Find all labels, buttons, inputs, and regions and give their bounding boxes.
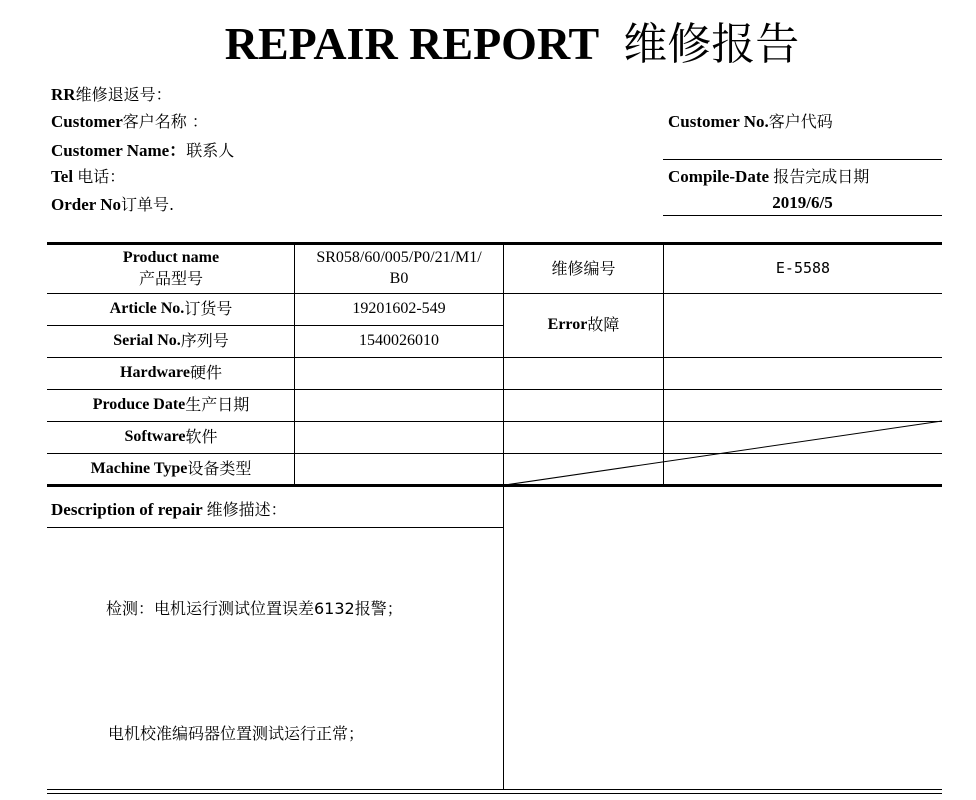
bottom-border-double (47, 793, 942, 794)
article-no-value: 19201602-549 (352, 300, 446, 318)
rr-field: RR维修退返号： (51, 85, 172, 104)
tel-field: Tel 电话： (51, 167, 126, 186)
compile-date-value: 2019/6/5 (772, 193, 833, 212)
order-no-field: Order No订单号. (51, 195, 175, 214)
hardware-label: Hardware 硬件 (120, 363, 222, 383)
bottom-border (47, 789, 942, 790)
customer-field: Customer客户名称 ： (51, 112, 208, 131)
customer-no-field: Customer No.客户代码 (668, 112, 833, 131)
product-name-value: SR058/60/005/P0/21/M1/ B0 (316, 249, 482, 287)
description-label: Description of repair 维修描述： (51, 500, 287, 519)
customer-name-field: Customer Name：联系人 (51, 141, 235, 160)
repair-no-label: 维修编号 (551, 258, 616, 278)
compile-date-field: Compile-Date 报告完成日期 (668, 167, 870, 186)
report-title-zh: 维修报告 (623, 19, 800, 70)
machine-type-label: Machine Type 设备类型 (90, 458, 252, 478)
description-label-underline (47, 527, 503, 528)
description-line-1: 检测：电机运行测试位置误差6132报警； (106, 599, 403, 618)
product-name-label: Product name 产品型号 (122, 249, 220, 288)
repair-no-value: E-5588 (775, 259, 831, 278)
report-title-en: REPAIR REPORT (224, 18, 600, 69)
serial-no-value: 1540026010 (359, 332, 439, 350)
article-no-label: Article No. 订货号 (109, 299, 233, 319)
serial-no-label: Serial No. 序列号 (113, 331, 229, 351)
software-label: Software 软件 (124, 427, 218, 447)
produce-date-label: Produce Date 生产日期 (92, 395, 250, 415)
error-label: Error 故障 (547, 315, 620, 335)
description-line-2: 电机校准编码器位置测试运行正常； (108, 724, 365, 743)
